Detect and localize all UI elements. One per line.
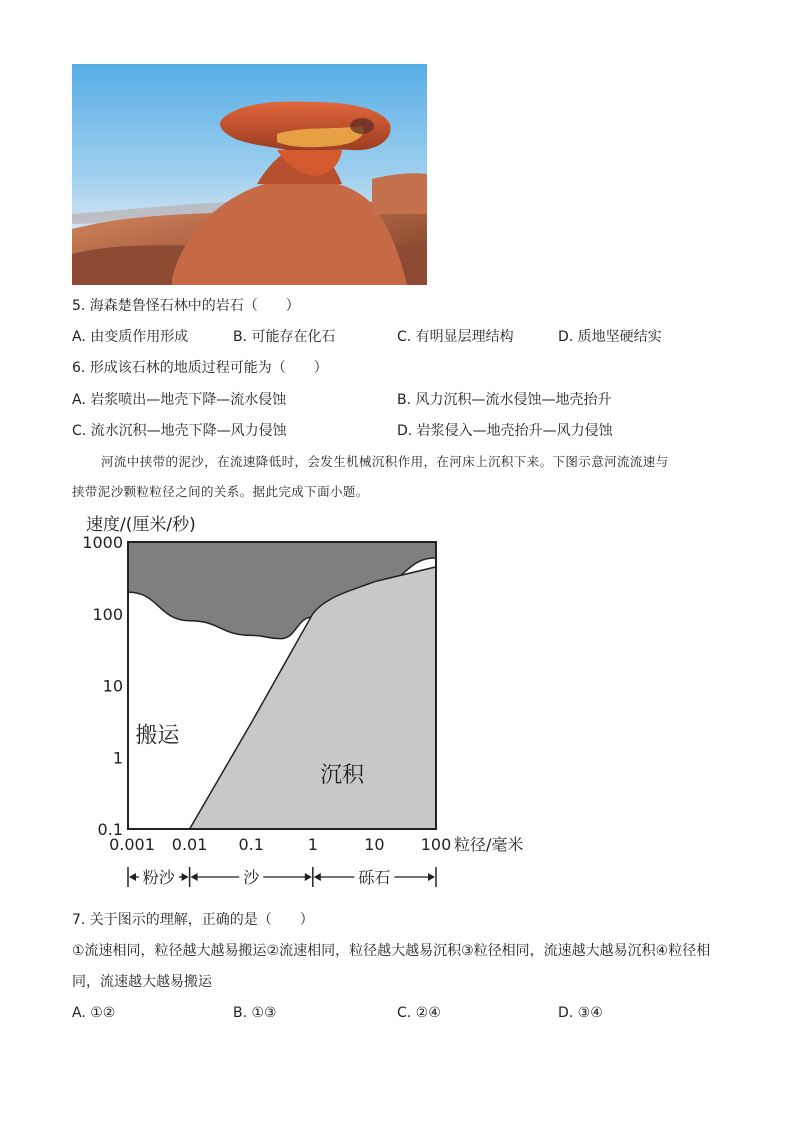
q6-option-b[interactable]: B. 风力沉积—流水侵蚀—地壳抬升 — [397, 392, 612, 408]
q7-option-b[interactable]: B. ①③ — [233, 1005, 277, 1021]
range-arrow-left — [191, 873, 198, 881]
range-label: 沙 — [243, 868, 260, 887]
q5-option-d[interactable]: D. 质地坚硬结实 — [558, 329, 662, 345]
q6-stem: 6. 形成该石林的地质过程可能为（ ） — [72, 360, 328, 376]
range-label: 粉沙 — [142, 868, 175, 887]
q6-option-c[interactable]: C. 流水沉积—地壳下降—风力侵蚀 — [72, 423, 287, 439]
q7-statements-line-1: ①流速相同，粒径越大越易搬运②流速相同，粒径越大越易沉积③粒径相同，流速越大越易沉积④粒径相 — [72, 943, 711, 959]
q6-option-d[interactable]: D. 岩浆侵入—地壳抬升—风力侵蚀 — [397, 423, 613, 439]
deposition-label: 沉积 — [320, 763, 365, 789]
q7-stem: 7. 关于图示的理解，正确的是（ ） — [72, 912, 314, 928]
q7-option-d[interactable]: D. ③④ — [558, 1005, 603, 1021]
chart-svg — [72, 512, 542, 892]
range-arrow-left — [314, 873, 321, 881]
q5-option-c[interactable]: C. 有明显层理结构 — [397, 329, 514, 345]
range-arrow-right — [182, 873, 189, 881]
x-tick-label: 1 — [307, 835, 318, 854]
x-tick-label: 0.1 — [238, 835, 264, 854]
q6-option-a[interactable]: A. 岩浆喷出—地壳下降—流水侵蚀 — [72, 392, 287, 408]
y-axis-label: 速度/(厘米/秒) — [86, 515, 196, 535]
range-arrow-left — [129, 873, 136, 881]
q5-option-a[interactable]: A. 由变质作用形成 — [72, 329, 189, 345]
q5-option-b[interactable]: B. 可能存在化石 — [233, 329, 336, 345]
range-arrow-right — [305, 873, 312, 881]
transport-label: 搬运 — [135, 723, 180, 749]
x-tick-label: 0.001 — [109, 835, 155, 854]
y-tick-label: 1000 — [82, 533, 123, 552]
range-arrow-right — [428, 873, 435, 881]
x-axis-label: 粒径/毫米 — [454, 835, 524, 854]
y-tick-label: 10 — [102, 676, 123, 696]
q7-option-c[interactable]: C. ②④ — [397, 1005, 441, 1021]
range-label: 砾石 — [358, 868, 391, 887]
q7-option-a[interactable]: A. ①② — [72, 1005, 116, 1021]
x-tick-label: 0.01 — [171, 835, 208, 854]
q7-statements-line-2: 同，流速越大越易搬运 — [72, 974, 212, 990]
intro-line-2: 挟带泥沙颗粒粒径之间的关系。据此完成下面小题。 — [72, 484, 369, 499]
velocity-grain-size-chart — [72, 512, 542, 892]
y-tick-label: 100 — [92, 604, 123, 624]
y-tick-label: 1 — [112, 748, 123, 768]
x-tick-label: 10 — [364, 835, 385, 854]
y-tick-label: 0.1 — [97, 820, 123, 839]
intro-line-1: 河流中挟带的泥沙，在流速降低时，会发生机械沉积作用，在河床上沉积下来。下图示意河流流速与 — [101, 454, 669, 469]
rock-formation-photo — [72, 64, 427, 285]
q5-stem: 5. 海森楚鲁怪石林中的岩石（ ） — [72, 298, 300, 314]
x-tick-label: 100 — [420, 835, 452, 854]
